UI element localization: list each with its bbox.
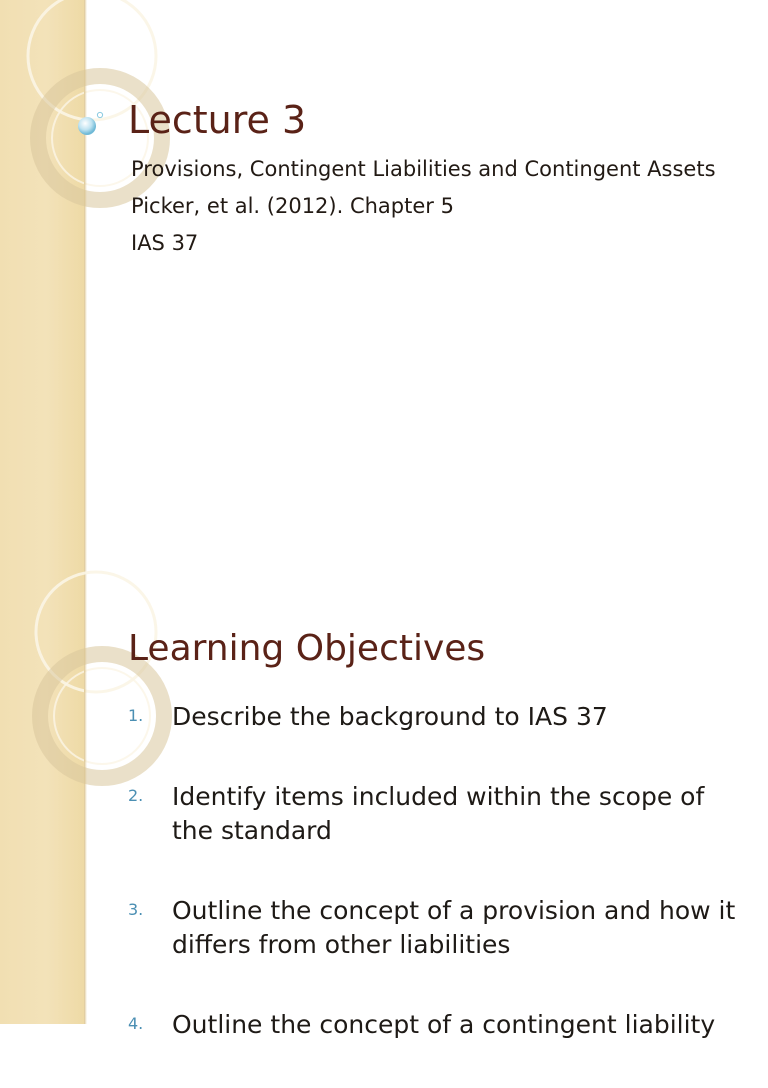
list-number: 4. bbox=[128, 1014, 144, 1033]
band-edge bbox=[84, 576, 87, 1024]
band-edge bbox=[84, 0, 87, 576]
subtitle-topic: Provisions, Contingent Liabilities and Contingent Assets bbox=[131, 157, 716, 181]
list-item bbox=[128, 894, 748, 962]
slide-title: Learning Objectives bbox=[128, 628, 486, 669]
objective-text: Describe the background to IAS 37 bbox=[172, 702, 608, 731]
slide-title: Lecture 3 bbox=[128, 98, 307, 142]
subtitle-group bbox=[131, 155, 731, 266]
circle-ornament-icon bbox=[0, 0, 84, 576]
decorative-side-band bbox=[0, 0, 84, 576]
subtitle-reference: Picker, et al. (2012). Chapter 5 bbox=[131, 194, 454, 218]
list-number: 1. bbox=[128, 706, 144, 725]
list-item bbox=[128, 780, 748, 848]
circle-ornament-icon bbox=[0, 576, 84, 1024]
list-number: 3. bbox=[128, 900, 144, 919]
list-number: 2. bbox=[128, 786, 144, 805]
objective-text: Outline the concept of a provision and how it differs from other liabilities bbox=[172, 896, 736, 959]
subtitle-standard: IAS 37 bbox=[131, 231, 199, 255]
objectives-list bbox=[128, 700, 748, 1088]
decorative-side-band bbox=[0, 576, 84, 1024]
list-item bbox=[128, 700, 748, 734]
slide-2 bbox=[0, 576, 768, 1039]
bubble-icon bbox=[74, 110, 108, 140]
objective-text: Identify items included within the scope of the standard bbox=[172, 782, 705, 845]
list-item bbox=[128, 1008, 748, 1042]
objective-text: Outline the concept of a contingent liability bbox=[172, 1010, 716, 1039]
